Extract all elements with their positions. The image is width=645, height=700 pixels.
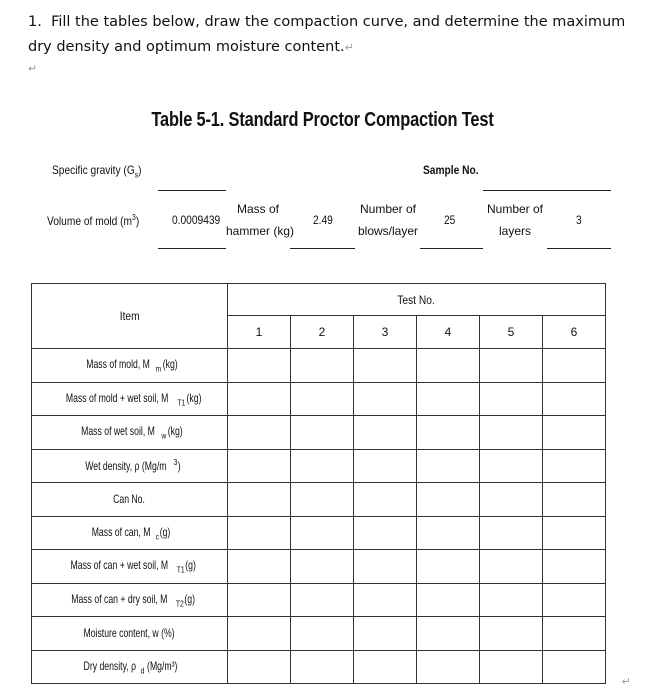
test-number-5: 5 [480, 316, 543, 349]
entry-cell[interactable] [480, 416, 543, 450]
row-label: Wet density, ρ (Mg/m $^3$) [32, 449, 228, 483]
entry-cell[interactable] [354, 382, 417, 416]
entry-cell[interactable] [228, 583, 291, 617]
sample-no-blank[interactable] [483, 190, 611, 191]
entry-cell[interactable] [543, 617, 606, 651]
volume-underline [158, 248, 226, 249]
volume-value: 0.0009439 [172, 213, 221, 227]
table-row [32, 382, 606, 416]
entry-cell[interactable] [417, 650, 480, 684]
entry-cell[interactable] [480, 516, 543, 550]
test-number-3: 3 [354, 316, 417, 349]
blows-label: Number of blows/layer [357, 202, 419, 238]
table-row [32, 650, 606, 684]
volume-label: Volume of mold $(m^3)$ [47, 213, 140, 228]
entry-cell[interactable] [354, 650, 417, 684]
hammer-value: 2.49 [313, 213, 333, 227]
table-title: Table 5-1. Standard Proctor Compaction Test [151, 109, 494, 131]
entry-cell[interactable] [543, 650, 606, 684]
table-row [32, 516, 606, 550]
entry-cell[interactable] [480, 382, 543, 416]
entry-cell[interactable] [291, 382, 354, 416]
paragraph-mark-icon: ↵ [344, 41, 354, 54]
entry-cell[interactable] [228, 449, 291, 483]
entry-cell[interactable] [480, 349, 543, 383]
entry-cell[interactable] [354, 516, 417, 550]
row-label: Can No. [32, 483, 228, 517]
entry-cell[interactable] [228, 550, 291, 584]
specific-gravity-label: Specific gravity $(G_s)$ [52, 163, 142, 180]
entry-cell[interactable] [480, 617, 543, 651]
entry-cell[interactable] [291, 416, 354, 450]
entry-cell[interactable] [291, 449, 354, 483]
test-number-1: 1 [228, 316, 291, 349]
return-mark-icon: ↵ [621, 676, 631, 688]
table-row [32, 349, 606, 383]
entry-cell[interactable] [354, 617, 417, 651]
test-number-2: 2 [291, 316, 354, 349]
table-row [32, 583, 606, 617]
test-no-header: Test No. [228, 284, 606, 316]
table-row [32, 483, 606, 517]
entry-cell[interactable] [417, 617, 480, 651]
row-label: Mass of can + dry soil, M $_{T2}$(g) [32, 583, 228, 617]
row-label: Mass of can + wet soil, M $_{T1}$(g) [32, 550, 228, 584]
entry-cell[interactable] [228, 617, 291, 651]
entry-cell[interactable] [480, 449, 543, 483]
entry-cell[interactable] [291, 349, 354, 383]
entry-cell[interactable] [417, 449, 480, 483]
entry-cell[interactable] [417, 583, 480, 617]
entry-cell[interactable] [228, 516, 291, 550]
entry-cell[interactable] [543, 416, 606, 450]
entry-cell[interactable] [417, 483, 480, 517]
entry-cell[interactable] [480, 483, 543, 517]
entry-cell[interactable] [291, 483, 354, 517]
layers-underline [547, 248, 611, 249]
entry-cell[interactable] [354, 583, 417, 617]
entry-cell[interactable] [480, 550, 543, 584]
table-row [32, 449, 606, 483]
sample-no-label: Sample No. [423, 163, 479, 177]
entry-cell[interactable] [480, 583, 543, 617]
entry-cell[interactable] [543, 516, 606, 550]
instruction-paragraph [28, 10, 628, 60]
blows-underline [420, 248, 483, 249]
entry-cell[interactable] [543, 382, 606, 416]
entry-cell[interactable] [291, 617, 354, 651]
entry-cell[interactable] [543, 349, 606, 383]
entry-cell[interactable] [354, 416, 417, 450]
entry-cell[interactable] [543, 483, 606, 517]
table-row [32, 416, 606, 450]
compaction-data-table [31, 283, 606, 684]
row-label: Moisture content, w (%) [32, 617, 228, 651]
entry-cell[interactable] [417, 349, 480, 383]
blows-value: 25 [444, 213, 456, 227]
item-header: Item [32, 284, 228, 349]
hammer-underline [290, 248, 355, 249]
entry-cell[interactable] [354, 349, 417, 383]
row-label: Mass of can, M $_c$(g) [32, 516, 228, 550]
paragraph-mark-icon: ↵ [28, 63, 38, 75]
entry-cell[interactable] [543, 550, 606, 584]
hammer-label: Mass of hammer (kg) [226, 202, 295, 238]
entry-cell[interactable] [480, 650, 543, 684]
entry-cell[interactable] [228, 382, 291, 416]
entry-cell[interactable] [228, 416, 291, 450]
layers-value: 3 [576, 213, 582, 227]
row-label: Mass of mold, M $_m$(kg) [32, 349, 228, 383]
entry-cell[interactable] [291, 550, 354, 584]
row-label: Mass of wet soil, M $_w$(kg) [32, 416, 228, 450]
entry-cell[interactable] [543, 449, 606, 483]
entry-cell[interactable] [228, 483, 291, 517]
entry-cell[interactable] [291, 583, 354, 617]
test-number-6: 6 [543, 316, 606, 349]
test-number-4: 4 [417, 316, 480, 349]
table-row [32, 550, 606, 584]
entry-cell[interactable] [228, 349, 291, 383]
entry-cell[interactable] [354, 550, 417, 584]
entry-cell[interactable] [417, 382, 480, 416]
row-label: Dry density, ρ $_d$(Mg/m³) [32, 650, 228, 684]
entry-cell[interactable] [354, 449, 417, 483]
question-number: 1. [28, 14, 42, 30]
entry-cell[interactable] [291, 516, 354, 550]
entry-cell[interactable] [291, 650, 354, 684]
row-label: Mass of mold + wet soil, M $_{T1}$(kg) [32, 382, 228, 416]
layers-label: Number of layers [486, 202, 544, 238]
entry-cell[interactable] [228, 650, 291, 684]
instruction-text: Fill the tables below, draw the compaction curve, and determine the maximum dry density and optimum moisture content. [28, 14, 626, 55]
entry-cell[interactable] [543, 583, 606, 617]
table-row [32, 617, 606, 651]
entry-cell[interactable] [417, 416, 480, 450]
entry-cell[interactable] [354, 483, 417, 517]
entry-cell[interactable] [417, 550, 480, 584]
specific-gravity-blank[interactable] [158, 190, 226, 191]
entry-cell[interactable] [417, 516, 480, 550]
